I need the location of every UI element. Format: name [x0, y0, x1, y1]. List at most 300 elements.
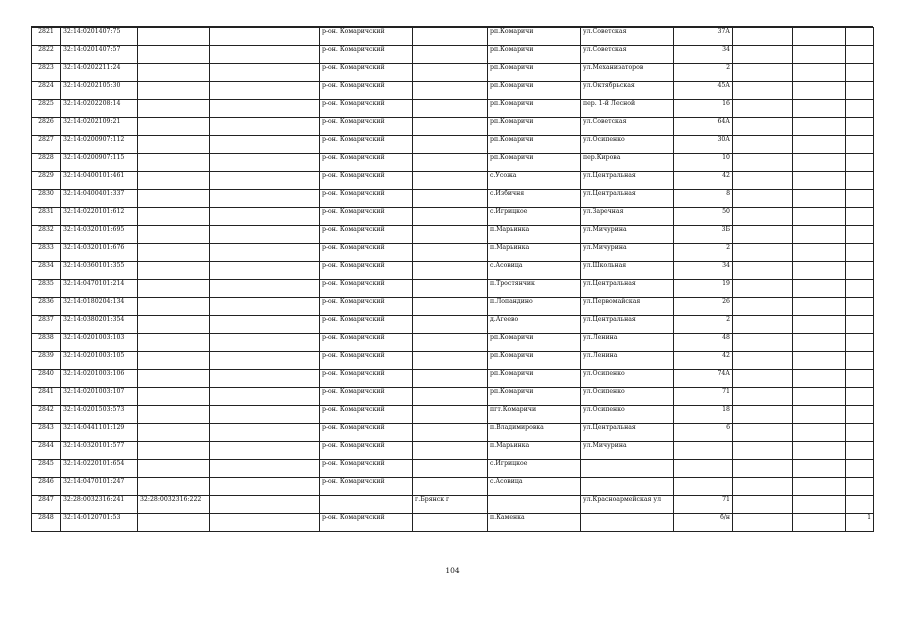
- district-cell: р-он. Комаричский: [320, 406, 413, 424]
- settlement-cell: с.Асовица: [488, 262, 581, 280]
- house-number-cell: 2: [674, 244, 733, 262]
- street-cell: ул.Октябрьская: [581, 82, 674, 100]
- previous-cadastral-number-cell: [138, 28, 210, 46]
- house-number-cell: 34: [674, 262, 733, 280]
- extra-cell-2: [793, 496, 846, 514]
- extra-cell-2: [793, 352, 846, 370]
- extra-cell-1: [733, 424, 793, 442]
- district-cell: р-он. Комаричский: [320, 100, 413, 118]
- records-table: [31, 27, 874, 532]
- extra-cell-2: [793, 316, 846, 334]
- street-cell: [581, 514, 674, 532]
- row-number-cell: 2836: [32, 298, 61, 316]
- table-row: [32, 82, 874, 100]
- district-cell: р-он. Комаричский: [320, 118, 413, 136]
- extra-cell-3: [846, 64, 874, 82]
- house-number-cell: 71: [674, 496, 733, 514]
- street-cell: пер.Кирова: [581, 154, 674, 172]
- street-cell: [581, 460, 674, 478]
- street-cell: ул.Центральная: [581, 424, 674, 442]
- street-cell: ул.Центральная: [581, 316, 674, 334]
- extra-cell-1: [733, 82, 793, 100]
- extra-cell-1: [733, 352, 793, 370]
- empty-cell: [210, 352, 320, 370]
- district-cell: р-он. Комаричский: [320, 280, 413, 298]
- extra-cell-1: [733, 28, 793, 46]
- extra-cell-1: [733, 172, 793, 190]
- district-cell: р-он. Комаричский: [320, 46, 413, 64]
- house-number-cell: 8: [674, 190, 733, 208]
- street-cell: ул.Советская: [581, 28, 674, 46]
- settlement-cell: [488, 496, 581, 514]
- street-cell: ул.Ленина: [581, 352, 674, 370]
- extra-cell-2: [793, 388, 846, 406]
- house-number-cell: б/н: [674, 514, 733, 532]
- house-number-cell: 10: [674, 154, 733, 172]
- empty-cell: [210, 406, 320, 424]
- extra-cell-2: [793, 136, 846, 154]
- extra-cell-1: [733, 100, 793, 118]
- extra-cell-3: [846, 154, 874, 172]
- extra-cell-1: [733, 442, 793, 460]
- row-number-cell: 2821: [32, 28, 61, 46]
- extra-cell-3: [846, 316, 874, 334]
- row-number-cell: 2835: [32, 280, 61, 298]
- city-cell: г.Брянск г: [413, 496, 488, 514]
- street-cell: ул.Мичурина: [581, 442, 674, 460]
- row-number-cell: 2840: [32, 370, 61, 388]
- settlement-cell: рп.Комаричи: [488, 28, 581, 46]
- table-row: [32, 370, 874, 388]
- extra-cell-3: [846, 496, 874, 514]
- extra-cell-1: [733, 388, 793, 406]
- settlement-cell: п.Каменка: [488, 514, 581, 532]
- street-cell: ул.Красноармейская ул: [581, 496, 674, 514]
- table-row: [32, 64, 874, 82]
- extra-cell-1: [733, 316, 793, 334]
- district-cell: р-он. Комаричский: [320, 424, 413, 442]
- city-cell: [413, 172, 488, 190]
- city-cell: [413, 262, 488, 280]
- empty-cell: [210, 514, 320, 532]
- row-number-cell: 2831: [32, 208, 61, 226]
- table-row: [32, 118, 874, 136]
- extra-cell-1: [733, 460, 793, 478]
- house-number-cell: 6: [674, 424, 733, 442]
- row-number-cell: 2846: [32, 478, 61, 496]
- extra-cell-3: [846, 226, 874, 244]
- extra-cell-2: [793, 334, 846, 352]
- house-number-cell: 74А: [674, 370, 733, 388]
- settlement-cell: рп.Комаричи: [488, 136, 581, 154]
- street-cell: [581, 478, 674, 496]
- row-number-cell: 2838: [32, 334, 61, 352]
- settlement-cell: рп.Комаричи: [488, 370, 581, 388]
- cadastral-number-cell: 32:14:0320101:676: [61, 244, 138, 262]
- table-row: [32, 460, 874, 478]
- settlement-cell: п.Лопандино: [488, 298, 581, 316]
- extra-cell-1: [733, 478, 793, 496]
- table-row: [32, 352, 874, 370]
- extra-cell-2: [793, 208, 846, 226]
- cadastral-number-cell: 32:14:0400101:461: [61, 172, 138, 190]
- previous-cadastral-number-cell: [138, 226, 210, 244]
- city-cell: [413, 514, 488, 532]
- previous-cadastral-number-cell: [138, 118, 210, 136]
- city-cell: [413, 460, 488, 478]
- extra-cell-3: [846, 370, 874, 388]
- house-number-cell: 3Б: [674, 226, 733, 244]
- city-cell: [413, 298, 488, 316]
- city-cell: [413, 442, 488, 460]
- row-number-cell: 2824: [32, 82, 61, 100]
- extra-cell-1: [733, 64, 793, 82]
- settlement-cell: рп.Комаричи: [488, 154, 581, 172]
- empty-cell: [210, 190, 320, 208]
- settlement-cell: д.Агеево: [488, 316, 581, 334]
- city-cell: [413, 190, 488, 208]
- settlement-cell: рп.Комаричи: [488, 82, 581, 100]
- cadastral-number-cell: 32:14:0380201:354: [61, 316, 138, 334]
- city-cell: [413, 478, 488, 496]
- district-cell: р-он. Комаричский: [320, 388, 413, 406]
- extra-cell-1: [733, 406, 793, 424]
- previous-cadastral-number-cell: [138, 136, 210, 154]
- district-cell: р-он. Комаричский: [320, 442, 413, 460]
- extra-cell-3: [846, 298, 874, 316]
- cadastral-number-cell: 32:14:0360101:355: [61, 262, 138, 280]
- row-number-cell: 2848: [32, 514, 61, 532]
- district-cell: р-он. Комаричский: [320, 226, 413, 244]
- extra-cell-2: [793, 514, 846, 532]
- empty-cell: [210, 82, 320, 100]
- district-cell: р-он. Комаричский: [320, 28, 413, 46]
- extra-cell-2: [793, 280, 846, 298]
- previous-cadastral-number-cell: [138, 46, 210, 64]
- previous-cadastral-number-cell: [138, 64, 210, 82]
- house-number-cell: 48: [674, 334, 733, 352]
- table-row: [32, 406, 874, 424]
- row-number-cell: 2829: [32, 172, 61, 190]
- extra-cell-2: [793, 478, 846, 496]
- cadastral-number-cell: 32:14:0320101:695: [61, 226, 138, 244]
- settlement-cell: рп.Комаричи: [488, 118, 581, 136]
- empty-cell: [210, 46, 320, 64]
- extra-cell-1: [733, 280, 793, 298]
- extra-cell-2: [793, 28, 846, 46]
- district-cell: р-он. Комаричский: [320, 64, 413, 82]
- previous-cadastral-number-cell: [138, 334, 210, 352]
- cadastral-number-cell: 32:14:0201407:57: [61, 46, 138, 64]
- extra-cell-2: [793, 82, 846, 100]
- row-number-cell: 2834: [32, 262, 61, 280]
- extra-cell-2: [793, 460, 846, 478]
- previous-cadastral-number-cell: [138, 478, 210, 496]
- city-cell: [413, 316, 488, 334]
- table-row: [32, 46, 874, 64]
- house-number-cell: 2: [674, 64, 733, 82]
- extra-cell-1: [733, 118, 793, 136]
- district-cell: р-он. Комаричский: [320, 82, 413, 100]
- house-number-cell: 37А: [674, 28, 733, 46]
- district-cell: р-он. Комаричский: [320, 316, 413, 334]
- table-row: [32, 316, 874, 334]
- cadastral-number-cell: 32:14:0120701:53: [61, 514, 138, 532]
- extra-cell-2: [793, 298, 846, 316]
- extra-cell-1: [733, 262, 793, 280]
- street-cell: ул.Механизаторов: [581, 64, 674, 82]
- row-number-cell: 2823: [32, 64, 61, 82]
- street-cell: ул.Осипенко: [581, 136, 674, 154]
- table-row: [32, 280, 874, 298]
- street-cell: ул.Мичурина: [581, 226, 674, 244]
- table-row: [32, 100, 874, 118]
- extra-cell-1: [733, 370, 793, 388]
- settlement-cell: п.Владимировка: [488, 424, 581, 442]
- house-number-cell: 2: [674, 316, 733, 334]
- city-cell: [413, 406, 488, 424]
- district-cell: р-он. Комаричский: [320, 298, 413, 316]
- empty-cell: [210, 298, 320, 316]
- extra-cell-3: [846, 460, 874, 478]
- street-cell: ул.Школьная: [581, 262, 674, 280]
- settlement-cell: рп.Комаричи: [488, 388, 581, 406]
- table-row: [32, 136, 874, 154]
- previous-cadastral-number-cell: [138, 172, 210, 190]
- previous-cadastral-number-cell: [138, 442, 210, 460]
- extra-cell-2: [793, 154, 846, 172]
- extra-cell-2: [793, 262, 846, 280]
- house-number-cell: 42: [674, 172, 733, 190]
- district-cell: р-он. Комаричский: [320, 190, 413, 208]
- previous-cadastral-number-cell: [138, 262, 210, 280]
- city-cell: [413, 352, 488, 370]
- extra-cell-3: [846, 244, 874, 262]
- city-cell: [413, 100, 488, 118]
- extra-cell-3: [846, 28, 874, 46]
- street-cell: ул.Заречная: [581, 208, 674, 226]
- district-cell: р-он. Комаричский: [320, 154, 413, 172]
- table-row: [32, 244, 874, 262]
- extra-cell-2: [793, 370, 846, 388]
- extra-cell-1: [733, 208, 793, 226]
- district-cell: р-он. Комаричский: [320, 136, 413, 154]
- previous-cadastral-number-cell: [138, 100, 210, 118]
- cadastral-number-cell: 32:14:0202211:24: [61, 64, 138, 82]
- street-cell: ул.Первомайская: [581, 298, 674, 316]
- district-cell: р-он. Комаричский: [320, 244, 413, 262]
- extra-cell-2: [793, 424, 846, 442]
- settlement-cell: п.Марьинка: [488, 226, 581, 244]
- cadastral-number-cell: 32:14:0220101:612: [61, 208, 138, 226]
- row-number-cell: 2841: [32, 388, 61, 406]
- city-cell: [413, 118, 488, 136]
- empty-cell: [210, 370, 320, 388]
- cadastral-number-cell: 32:14:0201003:106: [61, 370, 138, 388]
- row-number-cell: 2826: [32, 118, 61, 136]
- table-row: [32, 514, 874, 532]
- house-number-cell: 26: [674, 298, 733, 316]
- previous-cadastral-number-cell: [138, 298, 210, 316]
- house-number-cell: 30А: [674, 136, 733, 154]
- extra-cell-1: [733, 226, 793, 244]
- table-row: [32, 298, 874, 316]
- empty-cell: [210, 280, 320, 298]
- row-number-cell: 2825: [32, 100, 61, 118]
- empty-cell: [210, 28, 320, 46]
- city-cell: [413, 280, 488, 298]
- cadastral-number-cell: 32:14:0470101:247: [61, 478, 138, 496]
- empty-cell: [210, 208, 320, 226]
- district-cell: р-он. Комаричский: [320, 262, 413, 280]
- city-cell: [413, 424, 488, 442]
- district-cell: р-он. Комаричский: [320, 334, 413, 352]
- row-number-cell: 2822: [32, 46, 61, 64]
- extra-cell-3: [846, 262, 874, 280]
- empty-cell: [210, 496, 320, 514]
- cadastral-number-cell: 32:14:0470101:214: [61, 280, 138, 298]
- row-number-cell: 2845: [32, 460, 61, 478]
- empty-cell: [210, 388, 320, 406]
- extra-cell-3: [846, 478, 874, 496]
- district-cell: р-он. Комаричский: [320, 352, 413, 370]
- empty-cell: [210, 136, 320, 154]
- city-cell: [413, 370, 488, 388]
- previous-cadastral-number-cell: [138, 280, 210, 298]
- previous-cadastral-number-cell: [138, 514, 210, 532]
- city-cell: [413, 388, 488, 406]
- row-number-cell: 2842: [32, 406, 61, 424]
- city-cell: [413, 334, 488, 352]
- cadastral-number-cell: 32:14:0200907:112: [61, 136, 138, 154]
- city-cell: [413, 226, 488, 244]
- extra-cell-3: [846, 334, 874, 352]
- cadastral-number-cell: 32:14:0220101:654: [61, 460, 138, 478]
- city-cell: [413, 64, 488, 82]
- extra-cell-1: [733, 190, 793, 208]
- district-cell: р-он. Комаричский: [320, 478, 413, 496]
- street-cell: ул.Советская: [581, 46, 674, 64]
- previous-cadastral-number-cell: [138, 460, 210, 478]
- street-cell: ул.Центральная: [581, 172, 674, 190]
- previous-cadastral-number-cell: [138, 154, 210, 172]
- row-number-cell: 2847: [32, 496, 61, 514]
- settlement-cell: рп.Комаричи: [488, 46, 581, 64]
- extra-cell-2: [793, 442, 846, 460]
- house-number-cell: 45А: [674, 82, 733, 100]
- row-number-cell: 2833: [32, 244, 61, 262]
- settlement-cell: рп.Комаричи: [488, 64, 581, 82]
- city-cell: [413, 28, 488, 46]
- cadastral-number-cell: 32:14:0202105:30: [61, 82, 138, 100]
- page-number: 104: [445, 566, 460, 575]
- previous-cadastral-number-cell: 32:28:0032316:222: [138, 496, 210, 514]
- table-row: [32, 208, 874, 226]
- row-number-cell: 2837: [32, 316, 61, 334]
- empty-cell: [210, 154, 320, 172]
- previous-cadastral-number-cell: [138, 82, 210, 100]
- street-cell: ул.Осипенко: [581, 406, 674, 424]
- previous-cadastral-number-cell: [138, 406, 210, 424]
- house-number-cell: 34: [674, 46, 733, 64]
- district-cell: р-он. Комаричский: [320, 208, 413, 226]
- previous-cadastral-number-cell: [138, 388, 210, 406]
- cadastral-number-cell: 32:14:0202109:21: [61, 118, 138, 136]
- extra-cell-1: [733, 46, 793, 64]
- empty-cell: [210, 244, 320, 262]
- previous-cadastral-number-cell: [138, 190, 210, 208]
- street-cell: ул.Осипенко: [581, 388, 674, 406]
- table-row: [32, 262, 874, 280]
- extra-cell-3: [846, 280, 874, 298]
- settlement-cell: с.Игрицкое: [488, 460, 581, 478]
- extra-cell-2: [793, 190, 846, 208]
- empty-cell: [210, 64, 320, 82]
- cadastral-number-cell: 32:14:0201003:103: [61, 334, 138, 352]
- settlement-cell: п.Тростянчик: [488, 280, 581, 298]
- extra-cell-3: [846, 406, 874, 424]
- district-cell: р-он. Комаричский: [320, 460, 413, 478]
- cadastral-number-cell: 32:14:0200907:115: [61, 154, 138, 172]
- house-number-cell: 64А: [674, 118, 733, 136]
- table-row: [32, 190, 874, 208]
- extra-cell-2: [793, 226, 846, 244]
- street-cell: ул.Центральная: [581, 190, 674, 208]
- row-number-cell: 2830: [32, 190, 61, 208]
- row-number-cell: 2828: [32, 154, 61, 172]
- district-cell: [320, 496, 413, 514]
- extra-cell-3: [846, 352, 874, 370]
- street-cell: ул.Осипенко: [581, 370, 674, 388]
- house-number-cell: [674, 442, 733, 460]
- settlement-cell: рп.Комаричи: [488, 352, 581, 370]
- extra-cell-1: [733, 298, 793, 316]
- house-number-cell: 19: [674, 280, 733, 298]
- extra-cell-1: [733, 496, 793, 514]
- cadastral-number-cell: 32:14:0201503:573: [61, 406, 138, 424]
- empty-cell: [210, 262, 320, 280]
- previous-cadastral-number-cell: [138, 424, 210, 442]
- table-row: [32, 334, 874, 352]
- city-cell: [413, 46, 488, 64]
- cadastral-number-cell: 32:28:0032316:241: [61, 496, 138, 514]
- cadastral-number-cell: 32:14:0201407:75: [61, 28, 138, 46]
- row-number-cell: 2827: [32, 136, 61, 154]
- empty-cell: [210, 172, 320, 190]
- street-cell: ул.Ленина: [581, 334, 674, 352]
- house-number-cell: [674, 460, 733, 478]
- extra-cell-1: [733, 334, 793, 352]
- settlement-cell: с.Избичня: [488, 190, 581, 208]
- district-cell: р-он. Комаричский: [320, 172, 413, 190]
- cadastral-number-cell: 32:14:0180204:134: [61, 298, 138, 316]
- extra-cell-3: [846, 82, 874, 100]
- table-body: [32, 28, 874, 532]
- extra-cell-3: [846, 136, 874, 154]
- previous-cadastral-number-cell: [138, 244, 210, 262]
- city-cell: [413, 154, 488, 172]
- previous-cadastral-number-cell: [138, 370, 210, 388]
- row-number-cell: 2844: [32, 442, 61, 460]
- district-cell: р-он. Комаричский: [320, 514, 413, 532]
- empty-cell: [210, 460, 320, 478]
- table-row: [32, 154, 874, 172]
- settlement-cell: п.Марьинка: [488, 442, 581, 460]
- extra-cell-1: [733, 154, 793, 172]
- extra-cell-2: [793, 100, 846, 118]
- cadastral-number-cell: 32:14:0202208:14: [61, 100, 138, 118]
- empty-cell: [210, 100, 320, 118]
